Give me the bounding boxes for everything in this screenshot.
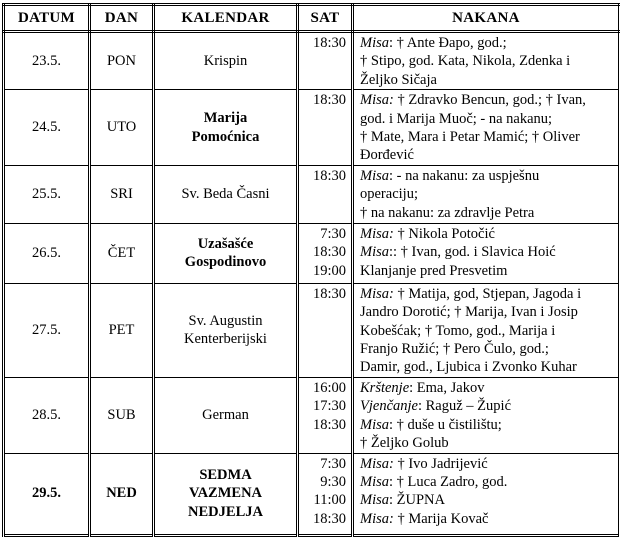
dan-cell: PET <box>90 283 154 377</box>
sat-time: 11:00 <box>313 492 346 509</box>
sat-time: 18:30 <box>312 167 346 184</box>
nakana-line: Misa: † Luca Zadro, god. <box>360 473 508 490</box>
nakana-italic-prefix: Misa <box>360 473 389 490</box>
sat-time: 19:00 <box>312 262 346 279</box>
nakana-line: † Željko Golub <box>360 435 449 452</box>
sat-time: 16:00 <box>312 379 346 396</box>
kalendar-cell <box>154 223 298 283</box>
nakana-italic-prefix: Misa: <box>360 510 394 527</box>
nakana-line: Misa: † Marija Kovač <box>360 510 489 527</box>
kalendar-cell <box>154 165 298 223</box>
nakana-italic-prefix: Misa <box>360 492 389 509</box>
header-row <box>4 5 620 32</box>
datum-cell: 24.5. <box>4 90 90 166</box>
table-row <box>4 32 620 90</box>
sat-time: 18:30 <box>312 416 346 433</box>
datum-cell: 25.5. <box>4 165 90 223</box>
nakana-cell <box>353 90 620 166</box>
nakana-line: god. i Marija Muoč; - na nakanu; <box>360 110 553 127</box>
kalendar-line: VAZMENA <box>188 485 263 502</box>
nakana-line: Kobešćak; † Tomo, god., Marija i <box>360 322 556 339</box>
kalendar-line: Uzašašće <box>197 235 254 252</box>
nakana-line: † Mate, Mara i Petar Mamić; † Oliver <box>360 129 580 146</box>
nakana-line: Franjo Ružić; † Pero Čulo, god.; <box>360 341 549 358</box>
datum-cell: 27.5. <box>4 283 90 377</box>
nakana-line: Krštenje: Ema, Jakov <box>360 379 485 396</box>
nakana-line: Željko Sičaja <box>360 71 437 88</box>
nakana-line: † Stipo, god. Kata, Nikola, Zdenka i <box>360 53 571 70</box>
nakana-line: operaciju; <box>360 186 418 203</box>
table-row <box>4 90 620 166</box>
nakana-cell <box>353 283 620 377</box>
nakana-italic-prefix: Misa <box>360 167 389 184</box>
nakana-italic-prefix: Misa: <box>360 225 394 242</box>
kalendar-cell <box>154 283 298 377</box>
nakana-line: Misa:: † Ivan, god. i Slavica Hoić <box>360 244 556 261</box>
dan-cell: ČET <box>90 223 154 283</box>
nakana-cell <box>353 32 620 90</box>
nakana-line: Misa: † Ivo Jadrijević <box>360 455 488 472</box>
nakana-italic-prefix: Misa <box>360 244 389 261</box>
kalendar-line: Marija <box>203 110 248 127</box>
sat-cell <box>298 90 353 166</box>
sat-time: 18:30 <box>312 510 346 527</box>
kalendar-line: Pomoćnica <box>191 128 260 145</box>
nakana-italic-prefix: Misa: <box>360 92 394 109</box>
sat-cell <box>298 453 353 535</box>
header-dan: DAN <box>90 5 154 32</box>
kalendar-cell <box>154 32 298 90</box>
kalendar-line: Krispin <box>203 52 248 69</box>
nakana-italic-prefix: Krštenje <box>360 379 410 396</box>
nakana-line: Misa: † Ante Đapo, god.; <box>360 35 507 51</box>
nakana-line: Damir, god., Ljubica i Zvonko Kuhar <box>360 359 577 376</box>
kalendar-line: Sv. Augustin <box>188 312 263 329</box>
nakana-line: Misa: † Zdravko Bencun, god.; † Ivan, <box>360 92 586 109</box>
nakana-line: † na nakanu: za zdravlje Petra <box>360 204 535 221</box>
nakana-line: Klanjanje pred Presvetim <box>360 262 508 279</box>
header-datum: DATUM <box>4 5 90 32</box>
header-kalendar: KALENDAR <box>154 5 298 32</box>
nakana-cell <box>353 165 620 223</box>
table-row <box>4 453 620 535</box>
kalendar-line: SEDMA <box>199 466 252 483</box>
datum-cell: 28.5. <box>4 377 90 453</box>
sat-time: 18:30 <box>312 92 346 109</box>
sat-cell <box>298 283 353 377</box>
nakana-italic-prefix: Vjenčanje <box>360 398 418 415</box>
datum-cell: 29.5. <box>4 453 90 535</box>
kalendar-cell <box>154 377 298 453</box>
table-body <box>4 32 620 536</box>
sat-cell <box>298 32 353 90</box>
table-header <box>4 5 620 32</box>
datum-cell: 26.5. <box>4 223 90 283</box>
schedule-table <box>2 3 620 537</box>
nakana-line: Vjenčanje: Raguž – Župić <box>360 398 512 415</box>
nakana-italic-prefix: Misa: <box>360 455 394 472</box>
dan-cell: PON <box>90 32 154 90</box>
nakana-italic-prefix: Misa <box>360 35 389 51</box>
nakana-line: Misa: - na nakanu: za uspješnu <box>360 167 540 184</box>
kalendar-line: NEDJELJA <box>188 503 263 520</box>
dan-cell: UTO <box>90 90 154 166</box>
nakana-line: Misa: † duše u čistilištu; <box>360 416 502 433</box>
sat-cell <box>298 223 353 283</box>
nakana-cell <box>353 377 620 453</box>
header-sat: SAT <box>298 5 353 32</box>
nakana-cell <box>353 453 620 535</box>
sat-time: 18:30 <box>312 285 346 302</box>
sat-cell <box>298 377 353 453</box>
kalendar-cell <box>154 453 298 535</box>
table-row <box>4 223 620 283</box>
kalendar-line: German <box>202 406 249 423</box>
kalendar-line: Kenterberijski <box>184 331 267 348</box>
sat-time: 18:30 <box>312 35 346 51</box>
sat-time: 18:30 <box>312 244 346 261</box>
table-row <box>4 283 620 377</box>
nakana-line: Misa: ŽUPNA <box>360 492 445 509</box>
sat-time: 7:30 <box>320 455 346 472</box>
nakana-line: Misa: † Nikola Potočić <box>360 225 495 242</box>
kalendar-line: Gospodinovo <box>184 254 267 271</box>
dan-cell: SUB <box>90 377 154 453</box>
table-row <box>4 377 620 453</box>
nakana-line: Misa: † Matija, god, Stjepan, Jagoda i <box>360 285 582 302</box>
sat-time: 7:30 <box>320 225 346 242</box>
kalendar-line: Sv. Beda Časni <box>181 186 270 203</box>
datum-cell: 23.5. <box>4 32 90 90</box>
sat-time: 9:30 <box>320 473 346 490</box>
table-row <box>4 165 620 223</box>
sat-cell <box>298 165 353 223</box>
nakana-line: Đorđević <box>360 147 414 164</box>
kalendar-cell <box>154 90 298 166</box>
dan-cell: NED <box>90 453 154 535</box>
nakana-cell <box>353 223 620 283</box>
nakana-italic-prefix: Misa <box>360 416 389 433</box>
sat-time: 17:30 <box>312 398 346 415</box>
dan-cell: SRI <box>90 165 154 223</box>
header-nakana: NAKANA <box>353 5 620 32</box>
nakana-line: Jandro Dorotić; † Marija, Ivan i Josip <box>360 304 578 321</box>
nakana-italic-prefix: Misa: <box>360 285 394 302</box>
